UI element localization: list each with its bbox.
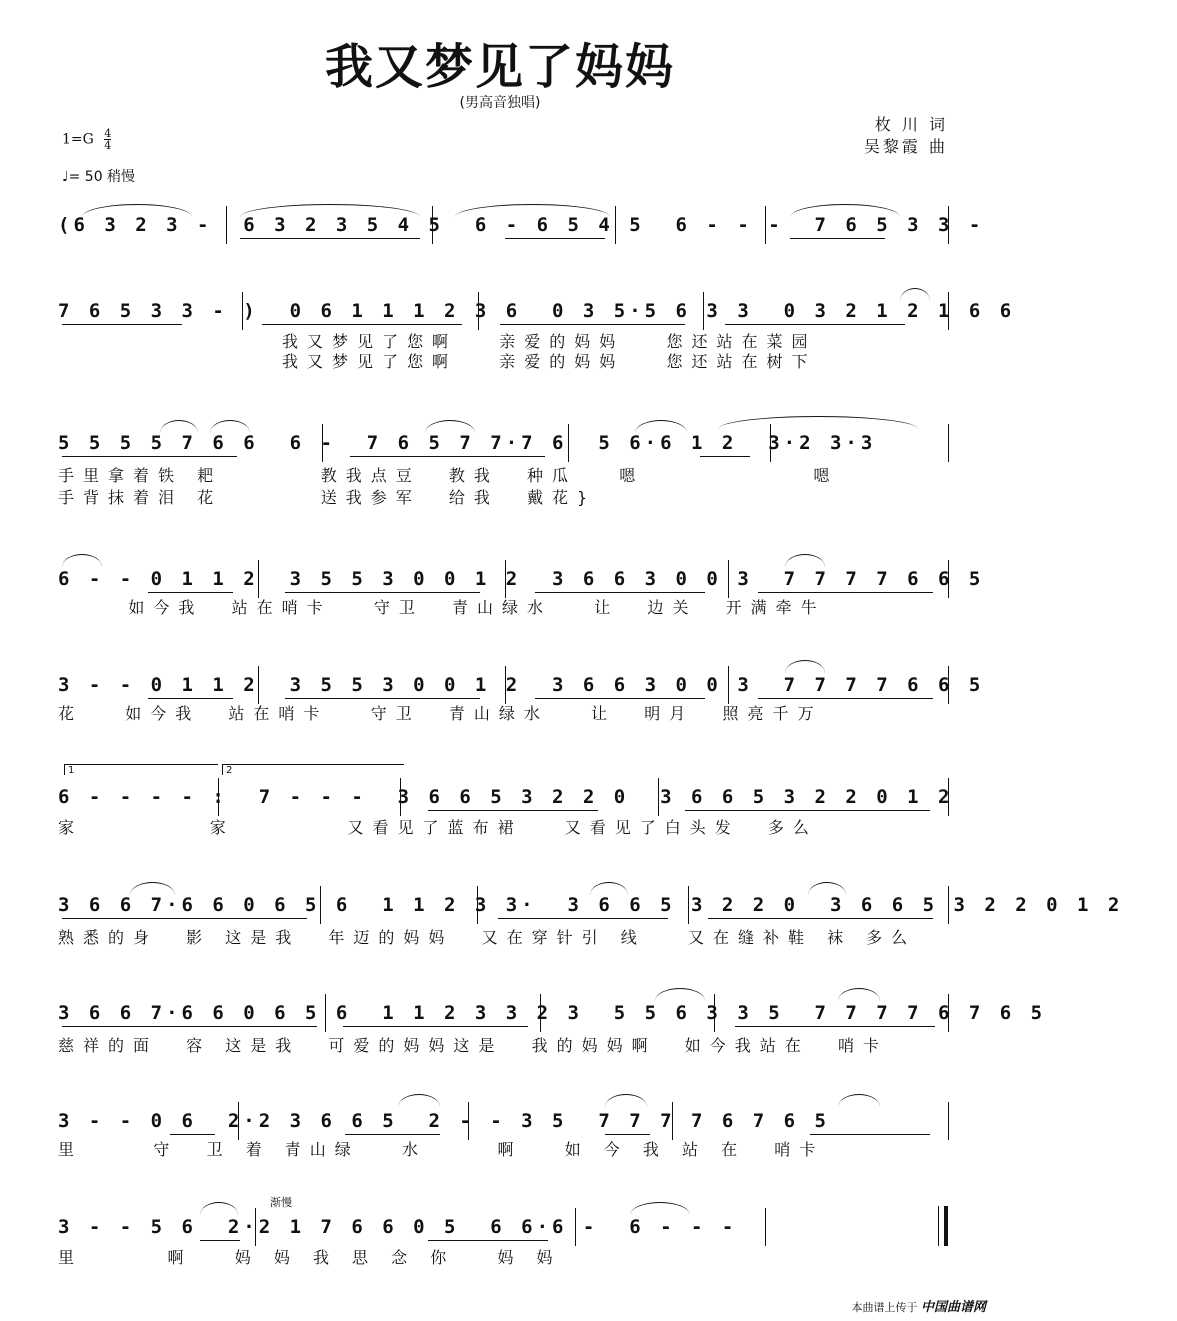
lyrics-verse-1: 如今我 站在哨卡 守卫 青山绿水 让 边关 开满牵牛	[58, 598, 826, 617]
barline	[468, 1102, 469, 1140]
barline	[672, 1102, 673, 1140]
beam	[700, 456, 750, 457]
barline	[478, 292, 479, 330]
barline	[400, 778, 401, 816]
subtitle: (男高音独唱)	[459, 95, 541, 111]
barline	[728, 560, 729, 598]
beam	[725, 324, 905, 325]
final-barline-thick	[944, 1206, 948, 1246]
beam	[345, 1134, 440, 1135]
time-signature-bottom: 4	[104, 139, 112, 152]
barline	[948, 666, 949, 704]
barline	[948, 778, 949, 816]
beam	[240, 238, 420, 239]
barline	[255, 1208, 256, 1246]
footer	[851, 1296, 986, 1315]
tempo-marking: ♩= 50 稍慢	[62, 169, 136, 185]
beam	[810, 1134, 930, 1135]
barline	[320, 886, 321, 924]
footer-brand: 中国曲谱网	[920, 1300, 986, 1315]
beam	[535, 698, 705, 699]
barline	[258, 560, 259, 598]
beam	[350, 456, 545, 457]
tempo-change-marking: 渐慢	[270, 1196, 292, 1209]
beam	[535, 592, 705, 593]
beam	[735, 1026, 935, 1027]
beam	[148, 698, 233, 699]
volta-first-ending: 1	[64, 764, 218, 775]
barline	[948, 292, 949, 330]
barline	[770, 424, 771, 462]
notes-row: 6 - - 0 1 1 2 3 5 5 3 0 0 1 2 3 6 6 3 0 0 3 7 7 7 7 6 6 5	[58, 568, 985, 590]
lyrics-verse-2: 我又梦见了您啊 亲爱的妈妈 您还站在树下	[282, 352, 817, 371]
barline	[575, 1208, 576, 1246]
notes-row: 3 - - 0 1 1 2 3 5 5 3 0 0 1 2 3 6 6 3 0 0 3 7 7 7 7 6 6 5	[58, 674, 985, 696]
barline	[540, 994, 541, 1032]
time-signature-top: 4	[104, 127, 112, 140]
barline	[948, 994, 949, 1032]
time-signature	[104, 128, 111, 151]
lyrics-verse-1: 里 啊 妈 妈 我 思 念 你 妈 妈	[58, 1248, 562, 1267]
barline	[325, 994, 326, 1032]
barline	[728, 666, 729, 704]
barline	[714, 994, 715, 1032]
lyrics-verse-1: 熟悉的身 影 这是我 年迈的妈妈 又在穿针引 线 又在缝补鞋 袜 多么	[58, 928, 917, 947]
barline	[218, 778, 219, 816]
beam	[285, 698, 480, 699]
lyrics-verse-1: 花 如今我 站在哨卡 守卫 青山绿水 让 明月 照亮千万	[58, 704, 823, 723]
beam	[605, 1134, 650, 1135]
beam	[285, 592, 480, 593]
notes-row: 3 - - 0 6 2·2 3 6 6 5 2 - - 3 5 7 7 7 7 6 7 6 5	[58, 1110, 830, 1132]
barline	[615, 206, 616, 244]
beam	[758, 592, 933, 593]
barline	[948, 424, 949, 462]
barline	[477, 886, 478, 924]
lyrics-verse-1: 家 家 又看见了蓝布裙 又看见了白头发 多么	[58, 818, 818, 837]
barline	[505, 666, 506, 704]
barline	[688, 886, 689, 924]
notes-row: 6 - - - - : 7 - - - 3 6 6 5 3 2 2 0 3 6 6 5 3 2 2 0 1 2	[58, 786, 954, 808]
key-label: 1=G	[62, 131, 94, 148]
beam	[428, 810, 598, 811]
beam	[62, 918, 307, 919]
barline	[505, 560, 506, 598]
beam	[170, 1134, 215, 1135]
lyrics-verse-2: 手背抹着泪 花 送我参军 给我 戴花}	[58, 488, 597, 507]
lyrics-verse-1: 里 守 卫 着 青山绿 水 啊 如 今 我 站 在 哨卡	[58, 1140, 825, 1159]
notes-row: 5 5 5 5 7 6 6 6 - 7 6 5 7 7·7 6 5 6·6 1 2 3·2 3·3	[58, 432, 877, 454]
volta-second-ending: 2	[222, 764, 404, 775]
beam	[148, 592, 233, 593]
beam	[343, 1026, 528, 1027]
barline	[703, 292, 704, 330]
barline	[658, 778, 659, 816]
barline	[322, 424, 323, 462]
barline	[568, 424, 569, 462]
beam	[262, 324, 462, 325]
key-signature	[62, 128, 111, 151]
barline	[242, 292, 243, 330]
notes-row: 3 - - 5 6 2·2 1 7 6 6 0 5 6 6·6 - 6 - - -	[58, 1216, 738, 1238]
beam	[62, 324, 182, 325]
barline	[226, 206, 227, 244]
barline	[948, 206, 949, 244]
beam	[200, 1240, 240, 1241]
lyricist-credit: 枚 川 词	[874, 115, 948, 134]
notes-row: (6 3 2 3 - 6 3 2 3 5 4 5 6 - 6 5 4 5 6 - - - 7 6 5 3 3 -	[58, 214, 985, 236]
footer-text: 本曲谱上传于	[851, 1301, 918, 1314]
beam	[790, 238, 885, 239]
page-title: 我又梦见了妈妈	[324, 39, 675, 95]
lyrics-verse-1: 慈祥的面 容 这是我 可爱的妈妈这是 我的妈妈啊 如今我站在 哨卡	[58, 1036, 888, 1055]
beam	[758, 698, 933, 699]
lyrics-verse-1: 手里拿着铁 耙 教我点豆 教我 种瓜 嗯 嗯	[58, 466, 839, 485]
barline	[948, 886, 949, 924]
barline	[765, 1208, 766, 1246]
final-barline-thin	[938, 1206, 939, 1246]
notes-row: 7 6 5 3 3 - ) 0 6 1 1 1 2 3 6 0 3 5·5 6 3 3 0 3 2 1 2 1 6 6	[58, 300, 1016, 322]
notes-row: 3 6 6 7·6 6 0 6 5 6 1 1 2 3 3 2 3 5 5 6 3 3 5 7 7 7 7 6 7 6 5	[58, 1002, 1047, 1024]
beam	[500, 324, 685, 325]
beam	[498, 918, 668, 919]
beam	[428, 1240, 548, 1241]
barline	[432, 206, 433, 244]
barline	[948, 1102, 949, 1140]
lyrics-verse-1: 我又梦见了您啊 亲爱的妈妈 您还站在菜园	[282, 332, 817, 351]
beam	[505, 238, 605, 239]
barline	[948, 560, 949, 598]
beam	[62, 1026, 317, 1027]
barline	[238, 1102, 239, 1140]
notes-row: 3 6 6 7·6 6 0 6 5 6 1 1 2 3 3· 3 6 6 5 3 2 2 0 3 6 6 5 3 2 2 0 1 2	[58, 894, 1124, 916]
beam	[62, 456, 237, 457]
barline	[765, 206, 766, 244]
composer-credit: 吴黎霞 曲	[863, 137, 948, 156]
barline	[258, 666, 259, 704]
beam	[708, 918, 933, 919]
beam	[685, 810, 930, 811]
